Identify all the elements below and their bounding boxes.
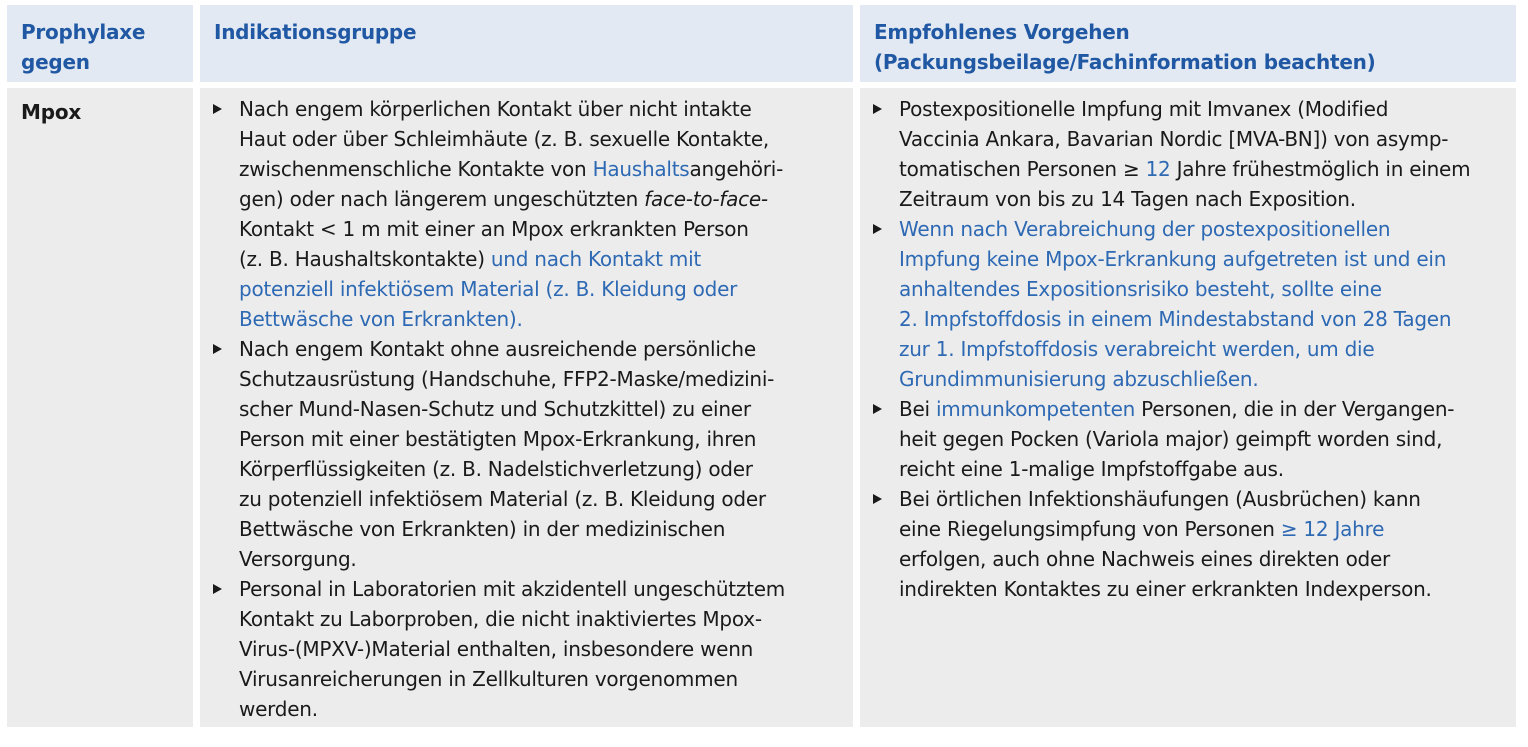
text-line: Versorgung. [239,547,357,571]
bullet-triangle-icon [213,584,222,594]
text-line: Haut oder über Schleimhäute (z. B. sexuelle Kontakte, [239,127,770,151]
text-segment: gen) oder nach längerem ungeschützten [239,187,645,211]
highlight-line: anhaltendes Expositionsrisiko besteht, sollte eine [899,277,1382,301]
text-line: indirekten Kontaktes zu einer erkrankten Indexperson. [899,577,1432,601]
header-text: Prophylaxe [21,20,146,44]
text-line: scher Mund-Nasen-Schutz und Schutzkittel) zu einer [239,397,751,421]
highlight-line: potenziell infektiösem Material (z. B. Kleidung oder [239,277,738,301]
recommendation-item [871,94,1516,214]
highlight-text: 12 [1145,157,1171,181]
cell-indikationsgruppe [200,88,853,727]
row-label-mpox: Mpox [21,100,82,124]
highlight-line: Grundimmunisierung abzuschließen. [899,367,1259,391]
text-segment: (z. B. Haushaltskontakte) [239,247,491,271]
text-line: Kontakt zu Laborproben, die nicht inaktiviertes Mpox- [239,607,762,631]
text-line: erfolgen, auch ohne Nachweis eines direkten oder [899,547,1391,571]
text-segment: zwischenmenschliche Kontakte von [239,157,593,181]
cell-prophylaxe [7,88,193,727]
text-line: Person mit einer bestätigten Mpox-Erkrankung, ihren [239,427,757,451]
indication-item [211,94,853,334]
text-line [239,244,853,274]
text-line: werden. [239,697,318,721]
text-line: Personal in Laboratorien mit akzidentell ungeschütztem [239,577,785,601]
indication-item [211,574,853,724]
text-line [899,154,1516,184]
header-empfohlenes-vorgehen [860,5,1516,82]
highlight-text: immunkompetenten [935,397,1136,421]
text-line: Nach engem Kontakt ohne ausreichende persönliche [239,337,756,361]
text-line: zu potenziell infektiösem Material (z. B. Kleidung oder [239,487,766,511]
recommendation-item [871,214,1516,394]
text-line: Vaccinia Ankara, Bavarian Nordic [MVA-BN]) von asymp- [899,127,1449,151]
bullet-triangle-icon [873,104,882,114]
header-text: Indikationsgruppe [214,20,417,44]
highlight-line: Bettwäsche von Erkrankten). [239,307,523,331]
text-line: Bei örtlichen Infektionshäufungen (Ausbrüchen) kann [899,487,1421,511]
highlight-text: ≥ 12 Jahre [1280,517,1385,541]
text-line: Virusanreicherungen in Zellkulturen vorgenommen [239,667,738,691]
header-text: Empfohlenes Vorgehen [874,20,1130,44]
recommendation-list [871,94,1516,604]
bullet-triangle-icon [873,404,882,414]
indication-item [211,334,853,574]
highlight-text: Haushalts [592,157,690,181]
text-line: Postexpositionelle Impfung mit Imvanex (Modified [899,97,1389,121]
header-indikationsgruppe [200,5,853,82]
text-line [239,184,853,214]
italic-text: face-to-face- [644,187,768,211]
highlight-line: zur 1. Impfstoffdosis verabreicht werden, um die [899,337,1375,361]
text-line: Bettwäsche von Erkrankten) in der medizinischen [239,517,726,541]
bullet-triangle-icon [213,344,222,354]
text-segment: Jahre frühestmöglich in einem [1170,157,1471,181]
text-line: reicht eine 1-malige Impfstoffgabe aus. [899,457,1284,481]
text-segment: eine Riegelungsimpfung von Personen [899,517,1281,541]
text-segment: Personen, die in der Vergangen- [1135,397,1455,421]
bullet-triangle-icon [873,494,882,504]
header-prophylaxe [7,5,193,82]
text-line: Virus-(MPXV-)Material enthalten, insbesondere wenn [239,637,754,661]
highlight-line: Wenn nach Verabreichung der postexpositionellen [899,217,1391,241]
text-line: Nach engem körperlichen Kontakt über nicht intakte [239,97,752,121]
header-text: gegen [21,50,90,74]
recommendation-item [871,394,1516,484]
bullet-triangle-icon [873,224,882,234]
text-line: Schutzausrüstung (Handschuhe, FFP2-Maske/medizini- [239,367,775,391]
text-segment: angehöri- [689,157,784,181]
recommendation-item [871,484,1516,604]
text-line: Kontakt < 1 m mit einer an Mpox erkrankten Person [239,217,749,241]
text-line [239,154,853,184]
text-line: Körperflüssigkeiten (z. B. Nadelstichverletzung) oder [239,457,753,481]
text-line: Zeitraum von bis zu 14 Tagen nach Exposition. [899,187,1356,211]
text-line [899,394,1516,424]
header-text: (Packungsbeilage/Fachinformation beachten) [874,50,1376,74]
highlight-line: Impfung keine Mpox-Erkrankung aufgetreten ist und ein [899,247,1447,271]
text-line: heit gegen Pocken (Variola major) geimpft worden sind, [899,427,1443,451]
text-segment: tomatischen Personen ≥ [899,157,1146,181]
text-line [899,514,1516,544]
text-segment: Bei [899,397,936,421]
cell-empfohlenes-vorgehen [860,88,1516,727]
bullet-triangle-icon [213,104,222,114]
highlight-text: und nach Kontakt mit [490,247,702,271]
highlight-line: 2. Impfstoffdosis in einem Mindestabstand von 28 Tagen [899,307,1452,331]
indication-list [211,94,853,724]
